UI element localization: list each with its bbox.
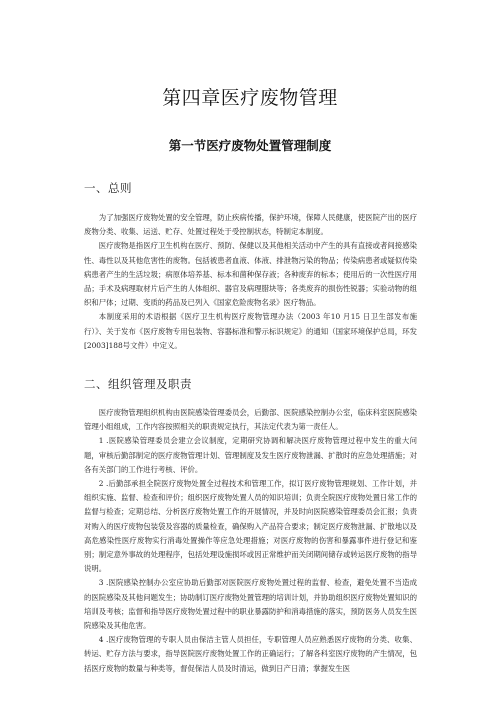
paragraph: 2 .后勤部承担全院医疗废物处置全过程技术和管理工作，拟订医疗废物管理规划、工作计划，并组织实施、监督、检查和评价；组织医疗废物处置人员的知识培训；负责全院医疗废物处置日常工作的监督与检查；定期总结、分析医疗废物处置工作的开展情况，并及时向医院感染管理委员会汇报；负责对购入的医疗废物包装袋及容器的质量检查，确保购入产品符合要求；制定医疗废物泄漏、扩散地以及高危感染性医疗废物实行消毒处置操作等应急处理措施；对医疗废物的伤害和暴露事件进行登记和鉴别；制定意外事故的处理程序，包括处理设施损坏或因正常维护而关闭期间储存或转运医疗废物的指导说明。 <box>84 479 417 574</box>
general-text-block <box>84 211 417 353</box>
paragraph: 本制度采用的术语根据《医疗卫生机构医疗废物管理办法（2003 年10 月15 日卫生部发布施行）》、关于发布《医疗废物专用包装物、容器标准和警示标识规定》的通知（国家环境保护总局，环发[2003]188号文件）中定义。 <box>84 312 417 350</box>
paragraph: 4 .医疗废物管理的专职人员由保洁主管人员担任，专职管理人员应熟悉医疗废物的分类、收集、转运、贮存方法与要求，指导医院医疗废物处置工作的正确运行；了解各科室医疗废物的产生情况，包括医疗废物的数量与种类等，督促保洁人员及时清运，做到日产日清；掌握发生医 <box>84 635 417 673</box>
paragraph: 3 .医院感染控制办公室应协助后勤部对医院医疗废物处置过程的监督、检查，避免处置不当造成的医院感染及其他问题发生；协助制订医疗废物处置管理的培训计划，并协助组织医疗废物处置知识的培训及考核；监督和指导医疗废物处置过程中的职业暴露防护和消毒措施的落实，预防医务人员发生医院感染及其他危害。 <box>84 578 417 631</box>
paragraph: 为了加强医疗废物处置的安全管理，防止疾病传播，保护环境，保障人民健康，使医院产出的医疗废物分类、收集、运送、贮存、处置过程处于受控制状态，特制定本制度。 <box>84 213 417 237</box>
paragraph: 医疗废物管理组织机构由医院感染管理委员会，后勤部、医院感染控制办公室，临床科室医院感染管理小组组成，工作内容按照相关的职责规定执行，其法定代表为第一责任人。 <box>84 408 417 432</box>
chapter-title: 第四章医疗废物管理 <box>162 87 338 109</box>
section-heading-general: 一、总则 <box>84 181 132 195</box>
section-heading-organization: 二、组织管理及职责 <box>84 377 192 391</box>
organization-text-block <box>84 406 417 676</box>
paragraph: 医疗废物是指医疗卫生机构在医疗、预防、保健以及其他相关活动中产生的具有直接或者间接感染性、毒性以及其他危害性的废物。包括被患者血液、体液、排泄物污染的物品；传染病患者或疑似传染病患者产生的生活垃圾；病原体培养基、标本和菌种保存液；各种废弃的标本；使用后的一次性医疗用品；手术及病理取材片后产生的人体组织、器官及病理腊块等；各类废弃的损伤性锐器；实验动物的组织和尸体；过期、变质的药品及已列入《国家危险废物名录》医疗物品。 <box>84 241 417 308</box>
section-title: 第一节医疗废物处置管理制度 <box>168 138 332 153</box>
paragraph: 1 .医院感染管理委员会建立会议制度，定期研究协调和解决医疗废物管理过程中发生的重大问题，审核后勤部制定的医疗废物管理计划、管理制度及发生医疗废物泄漏、扩散时的应急处理措施；对各有关部门的工作进行考核、评价。 <box>84 436 417 474</box>
